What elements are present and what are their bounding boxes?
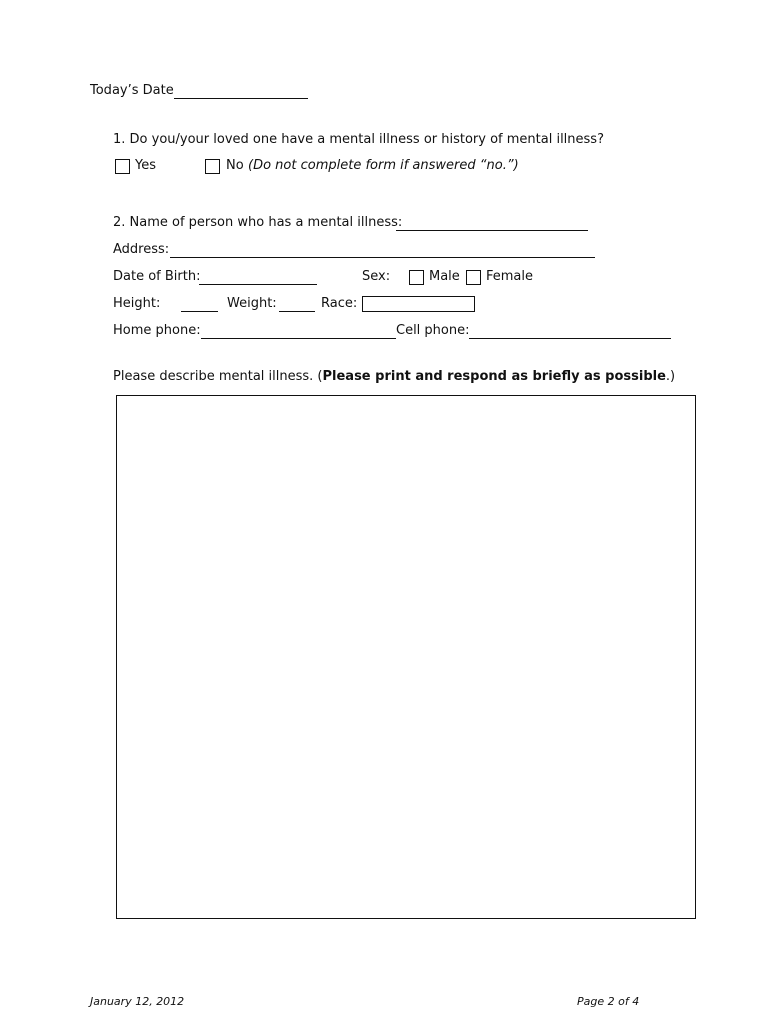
address-field[interactable] bbox=[170, 257, 595, 258]
description-textarea[interactable] bbox=[116, 395, 696, 919]
race-field[interactable] bbox=[362, 296, 475, 312]
address-label: Address: bbox=[113, 242, 170, 257]
height-field[interactable] bbox=[181, 311, 218, 312]
race-label: Race: bbox=[321, 296, 358, 311]
footer-page-number: Page 2 of 4 bbox=[577, 995, 640, 1008]
male-checkbox[interactable] bbox=[409, 270, 424, 285]
describe-suffix: .) bbox=[665, 369, 676, 384]
footer-date: January 12, 2012 bbox=[90, 995, 185, 1008]
question-1-text: 1. Do you/your loved one have a mental illness or history of mental illness? bbox=[113, 132, 604, 147]
person-name-field[interactable] bbox=[396, 230, 588, 231]
female-label: Female bbox=[486, 269, 534, 284]
no-label: No bbox=[226, 158, 244, 173]
male-label: Male bbox=[429, 269, 460, 284]
weight-field[interactable] bbox=[279, 311, 315, 312]
dob-field[interactable] bbox=[199, 284, 317, 285]
cell-phone-label: Cell phone: bbox=[396, 323, 470, 338]
describe-prefix: Please describe mental illness. ( bbox=[113, 369, 323, 384]
sex-label: Sex: bbox=[362, 269, 391, 284]
person-name-label: 2. Name of person who has a mental illness: bbox=[113, 215, 403, 230]
female-checkbox[interactable] bbox=[466, 270, 481, 285]
home-phone-label: Home phone: bbox=[113, 323, 201, 338]
no-note: (Do not complete form if answered “no.”) bbox=[248, 158, 519, 173]
yes-checkbox[interactable] bbox=[115, 159, 130, 174]
no-checkbox[interactable] bbox=[205, 159, 220, 174]
weight-label: Weight: bbox=[227, 296, 277, 311]
describe-bold-text: Please print and respond as briefly as possible bbox=[322, 369, 666, 384]
describe-instruction bbox=[113, 369, 675, 384]
yes-label: Yes bbox=[135, 158, 156, 173]
home-phone-field[interactable] bbox=[201, 338, 396, 339]
todays-date-field[interactable] bbox=[174, 98, 308, 99]
height-label: Height: bbox=[113, 296, 161, 311]
cell-phone-field[interactable] bbox=[469, 338, 671, 339]
dob-label: Date of Birth: bbox=[113, 269, 201, 284]
todays-date-label: Today’s Date bbox=[90, 83, 174, 98]
